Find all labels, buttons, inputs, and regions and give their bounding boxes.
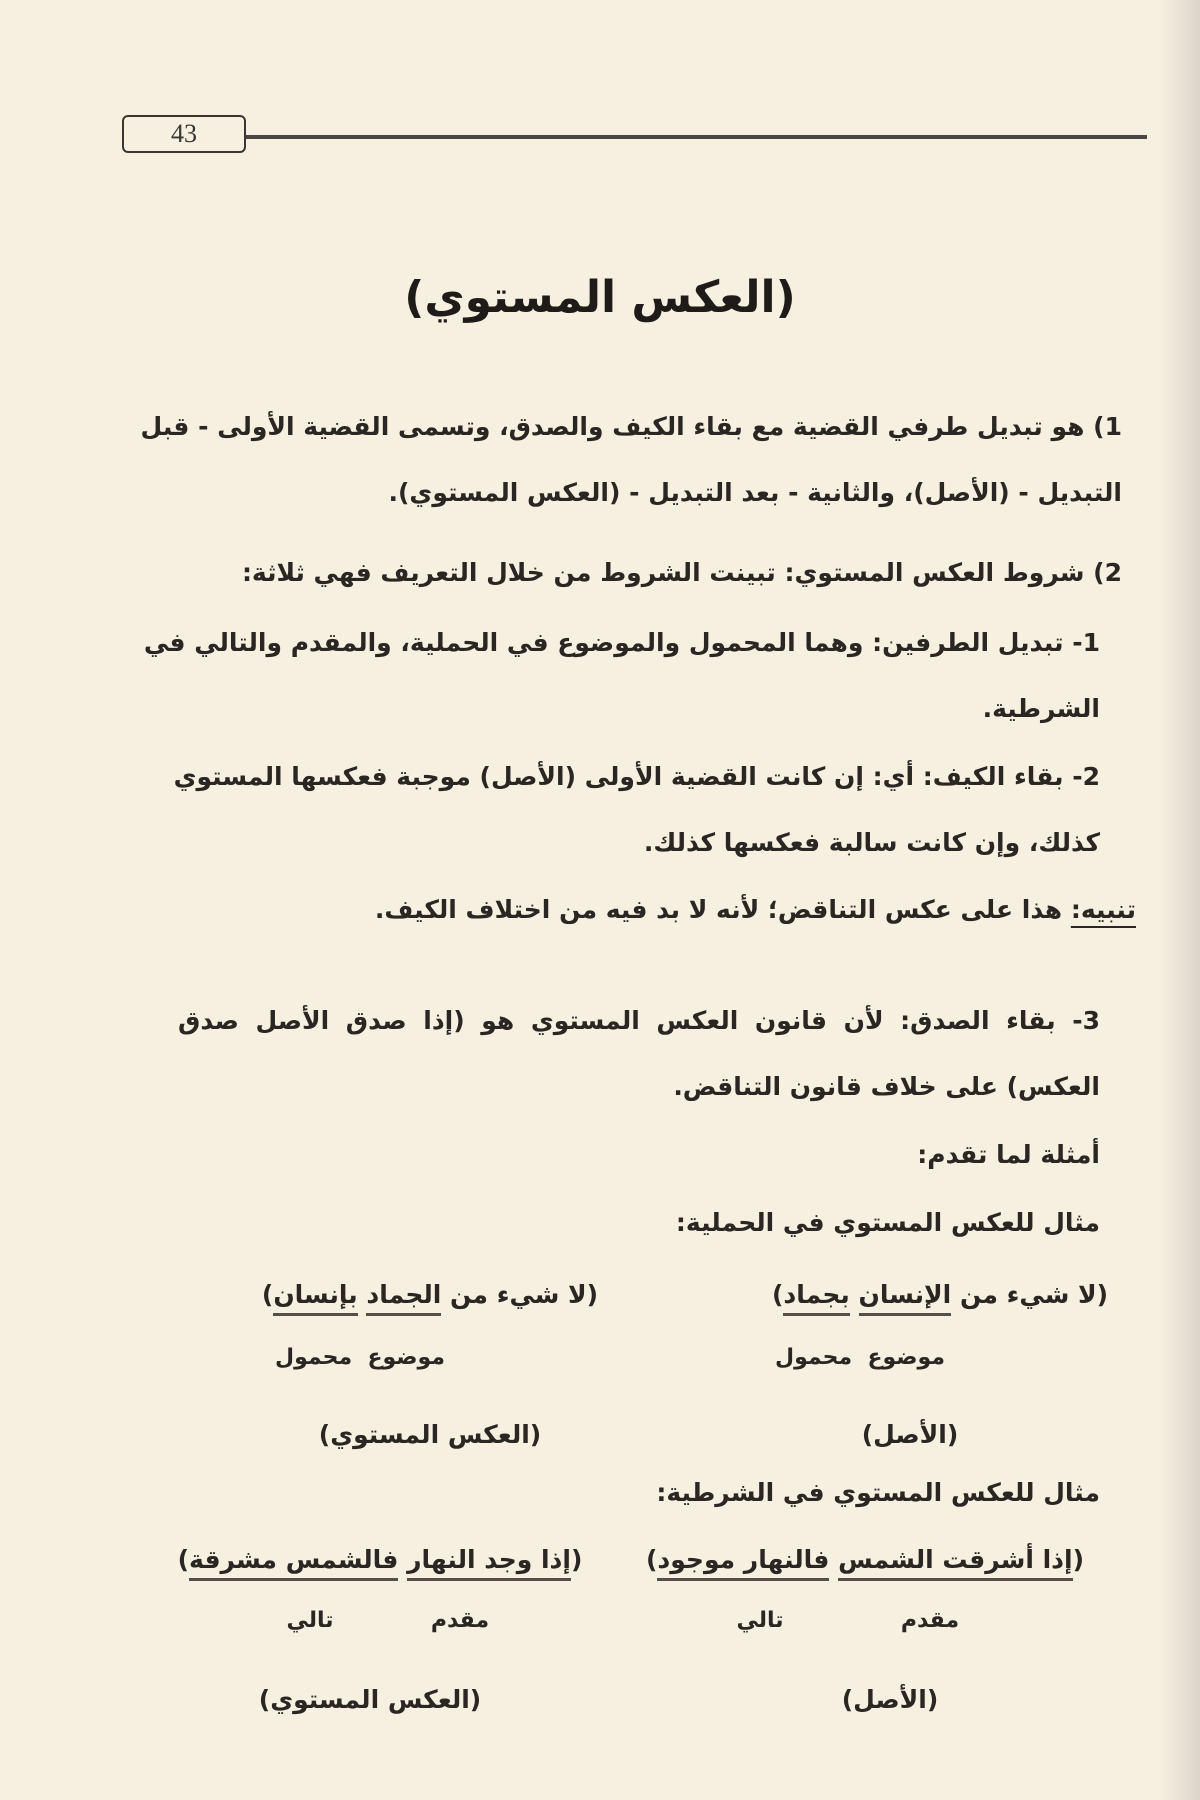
- conditional-example-heading: مثال للعكس المستوي في الشرطية:: [656, 1478, 1100, 1507]
- conditional-converse-antecedent: إذا وجد النهار: [407, 1545, 571, 1581]
- note-text: هذا على عكس التناقض؛ لأنه لا بد فيه من اختلاف الكيف.: [374, 895, 1071, 924]
- predicate-label: محمول: [775, 1345, 853, 1370]
- categorical-converse-predicate: بإنسان: [273, 1280, 357, 1316]
- conditional-original-statement: (إذا أشرقت الشمس فالنهار موجود): [620, 1545, 1110, 1581]
- condition-3-line-2: العكس) على خلاف قانون التناقض.: [673, 1072, 1100, 1101]
- categorical-converse-statement: (لا شيء من الجماد بإنسان): [230, 1280, 630, 1316]
- categorical-example-heading: مثال للعكس المستوي في الحملية:: [675, 1208, 1100, 1237]
- categorical-original-statement: (لا شيء من الإنسان بجماد): [740, 1280, 1140, 1316]
- page-number: 43: [122, 115, 246, 153]
- condition-2-line-1: 2- بقاء الكيف: أي: إن كانت القضية الأولى (الأصل) موجبة فعكسها المستوي: [173, 762, 1100, 791]
- note: [375, 895, 1136, 924]
- conditional-original-consequent-label: تالي: [736, 1608, 784, 1633]
- conditional-original-antecedent: إذا أشرقت الشمس: [838, 1545, 1072, 1581]
- categorical-original-predicate: بجماد: [783, 1280, 849, 1316]
- examples-heading: أمثلة لما تقدم:: [917, 1140, 1100, 1169]
- conditional-original-caption: (الأصل): [841, 1685, 939, 1714]
- condition-3-line-1: 3- بقاء الصدق: لأن قانون العكس المستوي هو (إذا صدق الأصل صدق: [178, 1006, 1100, 1035]
- conditional-converse-caption: (العكس المستوي): [258, 1685, 482, 1714]
- categorical-original-subject: الإنسان: [859, 1280, 952, 1316]
- categorical-original-labels: [760, 1345, 960, 1370]
- condition-2-line-2: كذلك، وإن كانت سالبة فعكسها كذلك.: [643, 828, 1100, 857]
- condition-1-line-2: الشرطية.: [982, 694, 1100, 723]
- page-edge-shadow: [1160, 0, 1200, 1800]
- conditions-heading: 2) شروط العكس المستوي: تبينت الشروط من خلال التعريف فهي ثلاثة:: [241, 558, 1122, 587]
- condition-1-line-1: 1- تبديل الطرفين: وهما المحمول والموضوع في الحملية، والمقدم والتالي في: [143, 628, 1100, 657]
- subject-label: موضوع: [867, 1345, 945, 1370]
- definition-line-1: 1) هو تبديل طرفي القضية مع بقاء الكيف والصدق، وتسمى القضية الأولى - قبل: [140, 412, 1122, 441]
- categorical-converse-subject: الجماد: [366, 1280, 441, 1316]
- definition-line-2: التبديل - (الأصل)، والثانية - بعد التبديل - (العكس المستوي).: [388, 478, 1122, 507]
- conditional-converse-consequent: فالشمس مشرقة: [189, 1545, 398, 1581]
- categorical-original-caption: (الأصل): [861, 1420, 959, 1449]
- page-header: [122, 115, 1147, 155]
- conditional-converse-antecedent-label: مقدم: [430, 1608, 490, 1633]
- conditional-converse-statement: (إذا وجد النهار فالشمس مشرقة): [150, 1545, 610, 1581]
- subject-label: موضوع: [367, 1345, 445, 1370]
- conditional-converse-consequent-label: تالي: [286, 1608, 334, 1633]
- predicate-label: محمول: [275, 1345, 353, 1370]
- categorical-converse-labels: [250, 1345, 470, 1370]
- categorical-converse-caption: (العكس المستوي): [318, 1420, 542, 1449]
- conditional-original-antecedent-label: مقدم: [900, 1608, 960, 1633]
- header-rule: [244, 135, 1147, 139]
- conditional-original-consequent: فالنهار موجود: [657, 1545, 829, 1581]
- note-label: تنبيه:: [1070, 895, 1136, 924]
- page-title: (العكس المستوي): [404, 272, 796, 323]
